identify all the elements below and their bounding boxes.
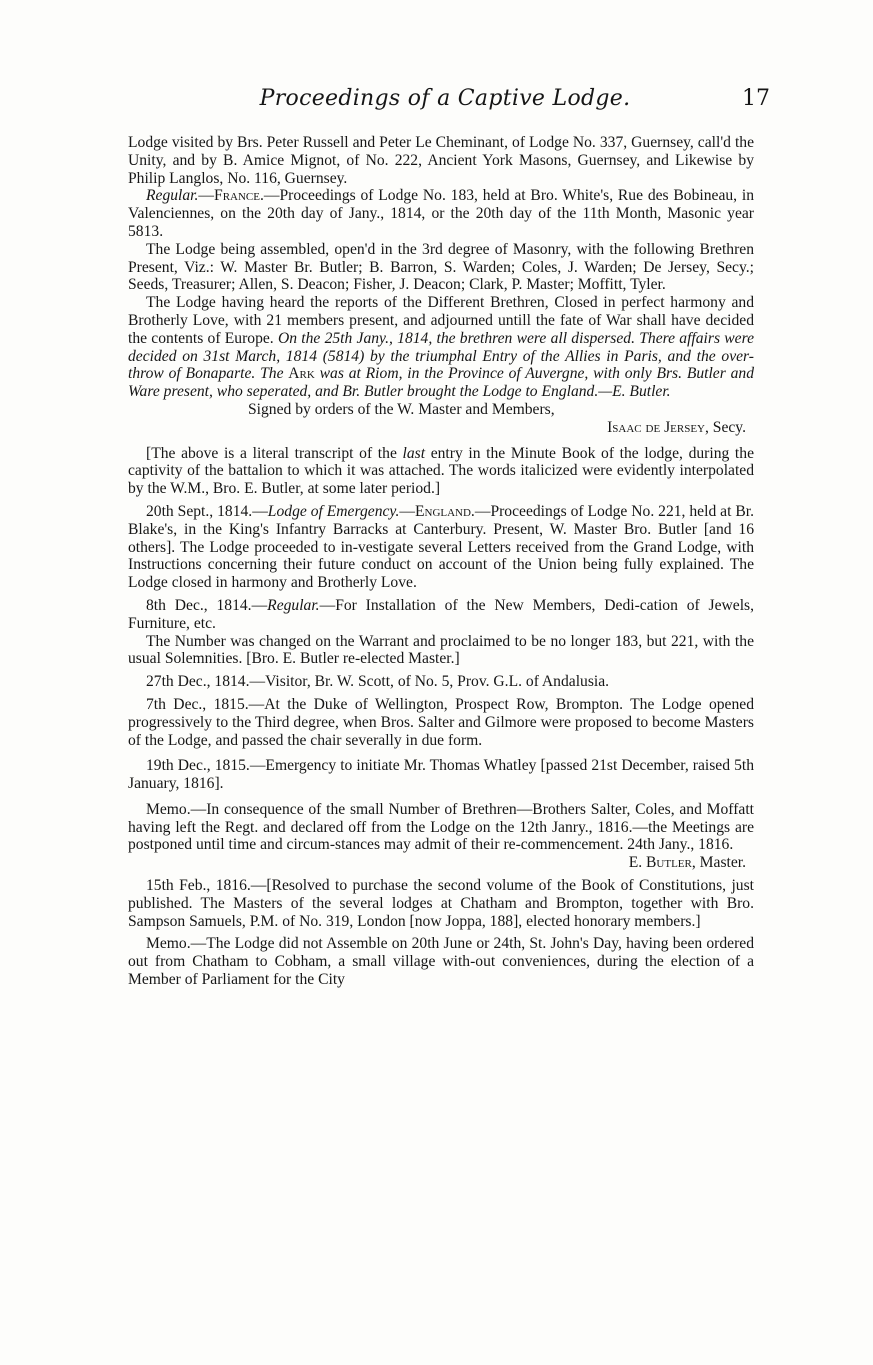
text-run: Memo.—The Lodge did not Assemble on 20th June or 24th, St. John's Day, having been ordered out from Chatham to Cobham, a small village with-out conveniences, during the election of a Member of Parliament for the City	[128, 935, 754, 989]
body-text	[128, 134, 754, 989]
text-run: , Master.	[691, 854, 746, 872]
page-header	[120, 86, 770, 118]
text-run: Isaac de Jersey	[607, 418, 705, 436]
text-run: Regular.	[146, 187, 199, 205]
text-run: 8th Dec., 1814.—	[146, 596, 268, 614]
text-run: entry in the Minute Book of the lodge, during the captivity of the battalion to which it was attached. The words italicized were evidently interpolated by the W.M., Bro. E. Butler, at some later period.]	[128, 444, 754, 498]
entry-sept-1814	[128, 503, 754, 592]
paragraph-assembled	[128, 241, 754, 294]
text-run: The Number was changed on the Warrant and proclaimed to be no longer 183, but 221, with the usual Solemnities. [Bro. E. Butler re-elected Master.]	[128, 632, 754, 668]
text-run: [The above is a literal transcript of the	[146, 444, 403, 462]
text-run: The Lodge having heard the reports of the Different Brethren, Closed in perfect harmony and Brotherly Love, with 21 members present, and adjourned untill the fate of War shall have decided the contents of Europe.	[128, 294, 754, 347]
text-run: France.	[214, 187, 264, 205]
running-head: Proceedings of a Captive Lodge.	[259, 86, 631, 111]
memo-cobham	[128, 935, 754, 988]
entry-feb-1816	[128, 877, 754, 930]
text-run: Lodge visited by Brs. Peter Russell and Peter Le Cheminant, of Lodge No. 337, Guernsey, call'd the Unity, and by B. Amice Mignot, of No. 222, Ancient York Masons, Guernsey, and Likewise by Philip Langlos, No. 116, Guernsey.	[128, 134, 754, 187]
text-run: was at Riom, in the Province of Auvergne, with only Brs. Butler and Ware present, who seperated, and Br. Butler brought the Lodge to England.—E. Butler.	[128, 365, 754, 401]
text-run: Butler	[646, 854, 692, 872]
paragraph-regular-france	[128, 187, 754, 240]
text-run: Ark	[288, 365, 315, 383]
entry-dec-19-1815	[128, 757, 754, 793]
text-run: England.	[414, 502, 475, 520]
text-run: —Proceedings of Lodge No. 221, held at Br. Blake's, in the King's Infantry Barracks at Canterbury. Present, W. Master Bro. Butler [and 16 others]. The Lodge proceeded to in-vestigate several Letters received from the Grand Lodge, with Instructions concerning their future conduct on account of the Union being fully explained. The Lodge closed in harmony and Brotherly Love.	[128, 502, 754, 592]
text-run: 20th Sept., 1814.—	[146, 502, 268, 520]
text-run: —	[198, 187, 215, 205]
entry-number-changed	[128, 633, 754, 669]
signed-line	[128, 401, 754, 419]
text-run: Regular.	[267, 596, 320, 614]
text-run: Signed by orders of the W. Master and Members,	[248, 400, 555, 418]
text-run: 7th Dec., 1815.—At the Duke of Wellington, Prospect Row, Brompton. The Lodge opened progressively to the Third degree, when Bros. Salter and Gilmore were proposed to become Masters of the Lodge, and passed the chair severally in due form.	[128, 695, 754, 749]
editor-note	[128, 445, 754, 498]
page-number: 17	[742, 86, 770, 111]
secretary-signature	[128, 419, 754, 437]
entry-dec-8-1814	[128, 597, 754, 633]
text-run: 27th Dec., 1814.—Visitor, Br. W. Scott, of No. 5, Prov. G.L. of Andalusia.	[146, 673, 610, 691]
master-signature	[128, 854, 754, 872]
memo-postponed	[128, 801, 754, 854]
text-run: —Proceedings of Lodge No. 183, held at Bro. White's, Rue des Bobineau, in Valenciennes, on the 20th day of Jany., 1814, or the 20th day of the 11th Month, Masonic year 5813.	[128, 187, 754, 240]
text-run: E.	[628, 854, 647, 872]
text-run: On the 25th Jany., 1814, the brethren were all dispersed. There affairs were decided on 31st March, 1814 (5814) by the triumphal Entry of the Allies in Paris, and the over-throw of Bonaparte. The	[128, 329, 755, 383]
text-run: 15th Feb., 1816.—[Resolved to purchase the second volume of the Book of Constitutions, just published. The Masters of the several lodges at Chatham and Brompton, together with Bro. Sampson Samuels, P.M. of No. 319, London [now Joppa, 188], elected honorary members.]	[128, 877, 754, 930]
paragraph-visit	[128, 134, 754, 187]
entry-dec-27-1814	[128, 673, 754, 691]
text-run: —For Installation of the New Members, Dedi-cation of Jewels, Furniture, etc.	[128, 596, 754, 632]
text-run: —	[399, 502, 415, 520]
text-run: Memo.—In consequence of the small Number of Brethren—Brothers Salter, Coles, and Moffatt having left the Regt. and declared off from the Lodge on the 12th Janry., 1816.—the Meetings are postponed until time and circum-stances may admit of their re-commencement. 24th Jany., 1816.	[128, 800, 754, 854]
text-run: , Secy.	[705, 418, 746, 436]
paragraph-closed	[128, 294, 754, 401]
text-run: last	[402, 444, 426, 462]
text-run: Lodge of Emergency.	[267, 502, 400, 520]
entry-dec-7-1815	[128, 696, 754, 749]
text-run: 19th Dec., 1815.—Emergency to initiate Mr. Thomas Whatley [passed 21st December, raised 5th January, 1816].	[128, 757, 754, 793]
text-run: The Lodge being assembled, open'd in the 3rd degree of Masonry, with the following Brethren Present, Viz.: W. Master Br. Butler; B. Barron, S. Warden; Coles, J. Warden; De Jersey, Secy.; Seeds, Treasurer; Allen, S. Deacon; Fisher, J. Deacon; Clark, P. Master; Moffitt, Tyler.	[128, 240, 754, 294]
